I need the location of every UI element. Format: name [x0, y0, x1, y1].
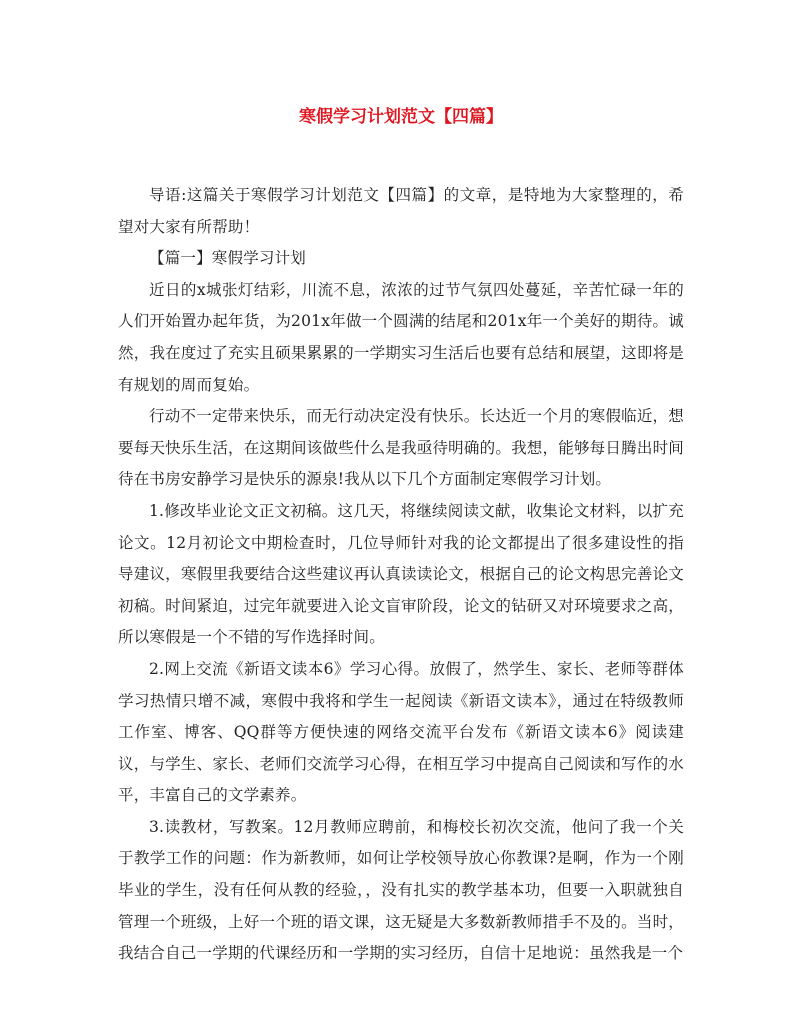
section-heading: 【篇一】寒假学习计划 — [149, 249, 307, 268]
intro-paragraph: 导语:这篇关于寒假学习计划范文【四篇】的文章，是特地为大家整理的，希望对大家有所帮助！ — [118, 186, 684, 236]
body-paragraph: 近日的x城张灯结彩，川流不息，浓浓的过节气氛四处蔓延，辛苦忙碌一年的人们开始置办起年货，为201x年做一个圆满的结尾和201x年一个美好的期待。诚然，我在度过了充实且硕果累累的一学期实习生活后也要有总结和展望，这即将是有规划的周而复始。 — [118, 280, 684, 394]
list-item-paragraph: 2.网上交流《新语文读本6》学习心得。放假了，然学生、家长、老师等群体学习热情只增不减，寒假中我将和学生一起阅读《新语文读本》，通过在特级教师工作室、博客、QQ群等方便快速的网络交流平台发布《新语文读本6》阅读建议，与学生、家长、老师们交流学习心得，在相互学习中提高自己阅读和写作的水平，丰富自己的文学素养。 — [118, 659, 684, 805]
list-item-paragraph: 1.修改毕业论文正文初稿。这几天，将继续阅读文献，收集论文材料，以扩充论文。12月初论文中期检查时，几位导师针对我的论文都提出了很多建设性的指导建议，寒假里我要结合这些建议再认真读读论文，根据自己的论文构思完善论文初稿。时间紧迫，过完年就要进入论文盲审阶段，论文的钻研又对环境要求之高，所以寒假是一个不错的写作选择时间。 — [118, 501, 684, 647]
document-title: 寒假学习计划范文【四篇】 — [299, 107, 503, 127]
document-body — [118, 180, 684, 970]
body-paragraph: 行动不一定带来快乐，而无行动决定没有快乐。长达近一个月的寒假临近，想要每天快乐生活，在这期间该做些什么是我亟待明确的。我想，能够每日腾出时间待在书房安静学习是快乐的源泉!我从以下几个方面制定寒假学习计划。 — [118, 407, 684, 489]
list-item-paragraph: 3.读教材，写教案。12月教师应聘前，和梅校长初次交流，他问了我一个关于教学工作的问题：作为新教师，如何让学校领导放心你教课?是啊，作为一个刚毕业的学生，没有任何从教的经验，，没有扎实的教学基本功，但要一入职就独自管理一个班级，上好一个班的语文课，这无疑是大多数新教师措手不及的。当时，我结合自己一学期的代课经历和一学期的实习经历，自信十足地说：虽然我是一个 — [118, 817, 684, 963]
